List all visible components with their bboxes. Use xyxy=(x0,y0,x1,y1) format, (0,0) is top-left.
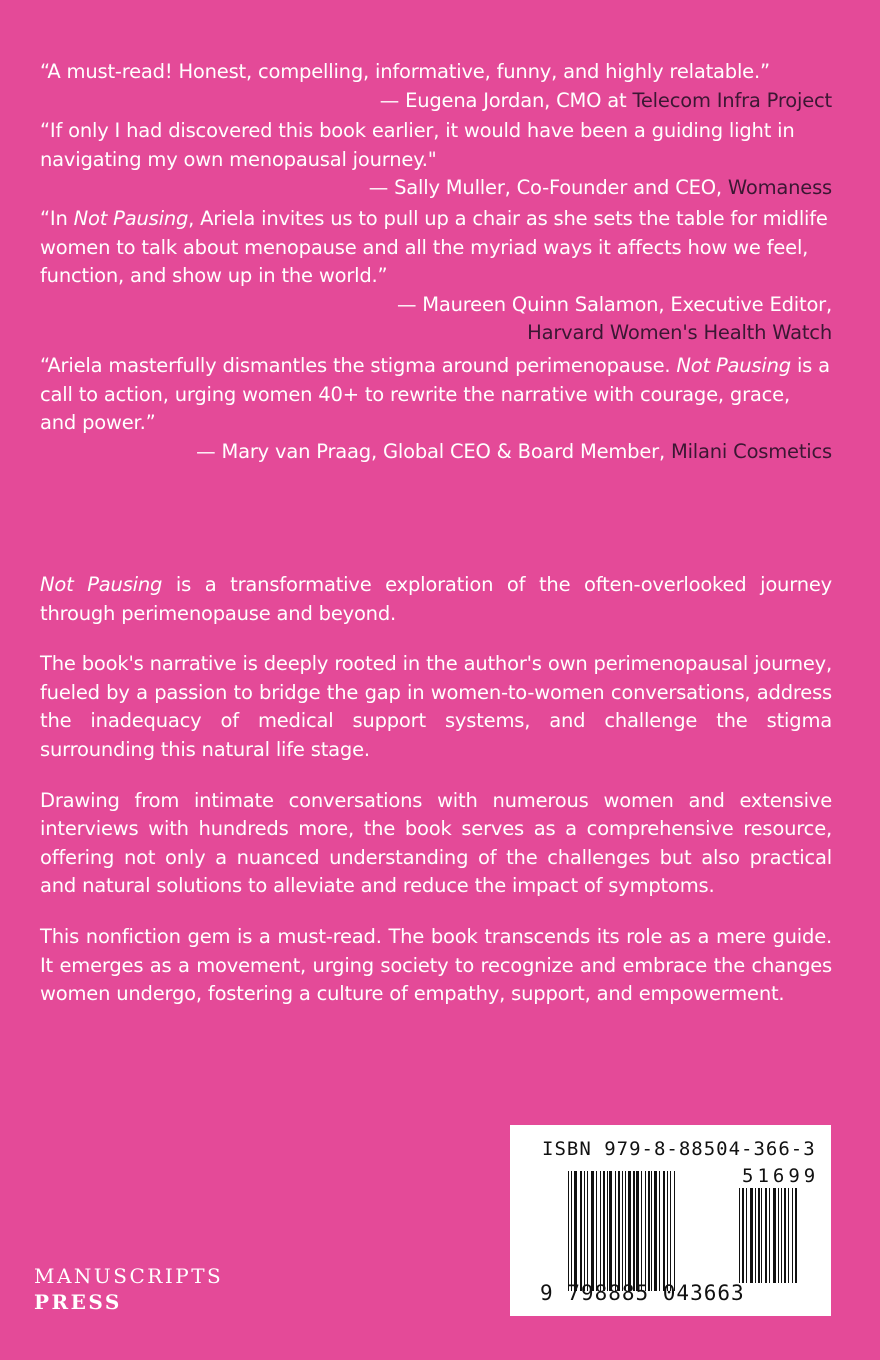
book-title: Not Pausing xyxy=(73,207,189,230)
barcode-bar xyxy=(761,1188,762,1283)
blurb-attribution: — Maureen Quinn Salamon, Executive Editor, xyxy=(396,292,832,316)
description-p1 xyxy=(40,571,832,628)
barcode-bar xyxy=(769,1188,770,1283)
barcode-bar xyxy=(622,1171,623,1291)
barcode-bar xyxy=(651,1171,652,1291)
blurb-quote: is a call to action, urging women 40+ to rewrite the narrative with courage, grace, and power.” xyxy=(40,354,830,435)
barcode-bar xyxy=(600,1171,601,1291)
barcode-bar xyxy=(788,1188,789,1283)
barcode-bar xyxy=(781,1188,782,1283)
barcode-bar xyxy=(758,1188,760,1283)
blurb-org: Milani Cosmetics xyxy=(670,439,832,463)
barcode-bar xyxy=(568,1171,569,1291)
price-addon-text: 51699 xyxy=(742,1165,820,1187)
barcode-bar xyxy=(750,1188,753,1283)
book-title: Not Pausing xyxy=(676,354,791,377)
description-text: is a transformative exploration of the often-overlooked journey through perimenopause and beyond. xyxy=(40,573,832,625)
barcode-bar xyxy=(607,1171,608,1291)
blurb-3 xyxy=(40,205,832,348)
barcode-bar xyxy=(580,1171,582,1291)
blurb-quote: “If only I had discovered this book earlier, it would have been a guiding light in navigating my own menopausal journey." xyxy=(40,119,795,171)
barcode-bars xyxy=(568,1171,724,1291)
book-title: Not Pausing xyxy=(40,573,163,596)
publisher-line2: PRESS xyxy=(34,1290,122,1314)
blurb-quote: “Ariela masterfully dismantles the stigma around perimenopause. xyxy=(40,354,677,377)
barcode-bar xyxy=(633,1171,635,1291)
ean-digits: 9 798885 043663 xyxy=(540,1281,745,1305)
barcode-bar xyxy=(641,1171,642,1291)
barcode-bar xyxy=(795,1188,797,1283)
barcode-bar xyxy=(628,1171,631,1291)
barcode-bar xyxy=(587,1171,588,1291)
description-p3: Drawing from intimate conversations with numerous women and extensive interviews with hundreds more, the book serves as a comprehensive resource, offering not only a nuanced understanding of the challenges but also practical and natural solutions to alleviate and reduce the impact of symptoms. xyxy=(40,788,832,898)
barcode-bar xyxy=(571,1171,572,1291)
barcode-bar xyxy=(636,1171,639,1291)
publisher-line1: MANUSCRIPTS xyxy=(34,1264,224,1288)
description-p4: This nonfiction gem is a must-read. The book transcends its role as a mere guide. It emerges as a movement, urging society to recognize and embrace the changes women undergo, fostering a culture of empathy, support, and empowerment. xyxy=(40,924,832,1006)
barcode-bar xyxy=(663,1171,665,1291)
barcode-bar xyxy=(765,1188,767,1283)
barcode-bar xyxy=(596,1171,597,1291)
barcode-bar xyxy=(670,1171,671,1291)
description xyxy=(40,571,832,1009)
isbn-barcode xyxy=(510,1125,831,1316)
blurb-org: Telecom Infra Project xyxy=(632,88,832,112)
blurb-attribution: — Mary van Praag, Global CEO & Board Member, xyxy=(196,439,671,463)
description-p2: The book's narrative is deeply rooted in the author's own perimenopausal journey, fueled by a passion to bridge the gap in women-to-women conversations, address the inadequacy of medical support systems, and challenge the stigma surrounding this natural life stage. xyxy=(40,652,832,761)
barcode-bar xyxy=(755,1188,756,1283)
blurb-quote: “In xyxy=(40,207,74,230)
barcode-bar xyxy=(659,1171,660,1291)
barcode-bar xyxy=(654,1171,657,1291)
blurb-2 xyxy=(40,117,832,203)
barcode-bar xyxy=(739,1188,740,1283)
barcode-bar xyxy=(603,1171,605,1291)
barcode-bar xyxy=(773,1188,776,1283)
barcode-bar xyxy=(625,1171,626,1291)
barcode-bar xyxy=(574,1171,577,1291)
publisher-logo xyxy=(34,1263,223,1315)
addon-barcode-bars xyxy=(739,1188,819,1283)
barcode-bar xyxy=(667,1171,668,1291)
blurb-org: Harvard Women's Health Watch xyxy=(527,321,832,345)
barcode-bar xyxy=(584,1171,585,1291)
barcode-bar xyxy=(746,1188,747,1283)
blurb-4 xyxy=(40,352,832,466)
barcode-bar xyxy=(648,1171,650,1291)
blurb-quote: , Ariela invites us to pull up a chair as she sets the table for midlife women to talk about menopause and all the myriad ways it affects how we feel, function, and show up in the world.” xyxy=(40,207,828,288)
blurb-attribution: — Eugena Jordan, CMO at xyxy=(379,88,633,112)
barcode-bar xyxy=(618,1171,620,1291)
blurb-1 xyxy=(40,58,832,115)
barcode-bar xyxy=(674,1171,675,1291)
barcode-bar xyxy=(615,1171,616,1291)
blurb-attribution: — Sally Muller, Co-Founder and CEO, xyxy=(368,176,728,200)
barcode-bar xyxy=(778,1188,779,1283)
barcode-bar xyxy=(591,1171,594,1291)
barcode-bar xyxy=(792,1188,793,1283)
blurb-org: Womaness xyxy=(727,176,832,200)
blurb-quote: “A must-read! Honest, compelling, informative, funny, and highly relatable.” xyxy=(40,60,770,83)
barcode-bar xyxy=(609,1171,612,1291)
barcode-bar xyxy=(645,1171,646,1291)
barcode-bar xyxy=(742,1188,744,1283)
barcode-bar xyxy=(784,1188,786,1283)
isbn-text: ISBN 979-8-88504-366-3 xyxy=(542,1138,816,1160)
